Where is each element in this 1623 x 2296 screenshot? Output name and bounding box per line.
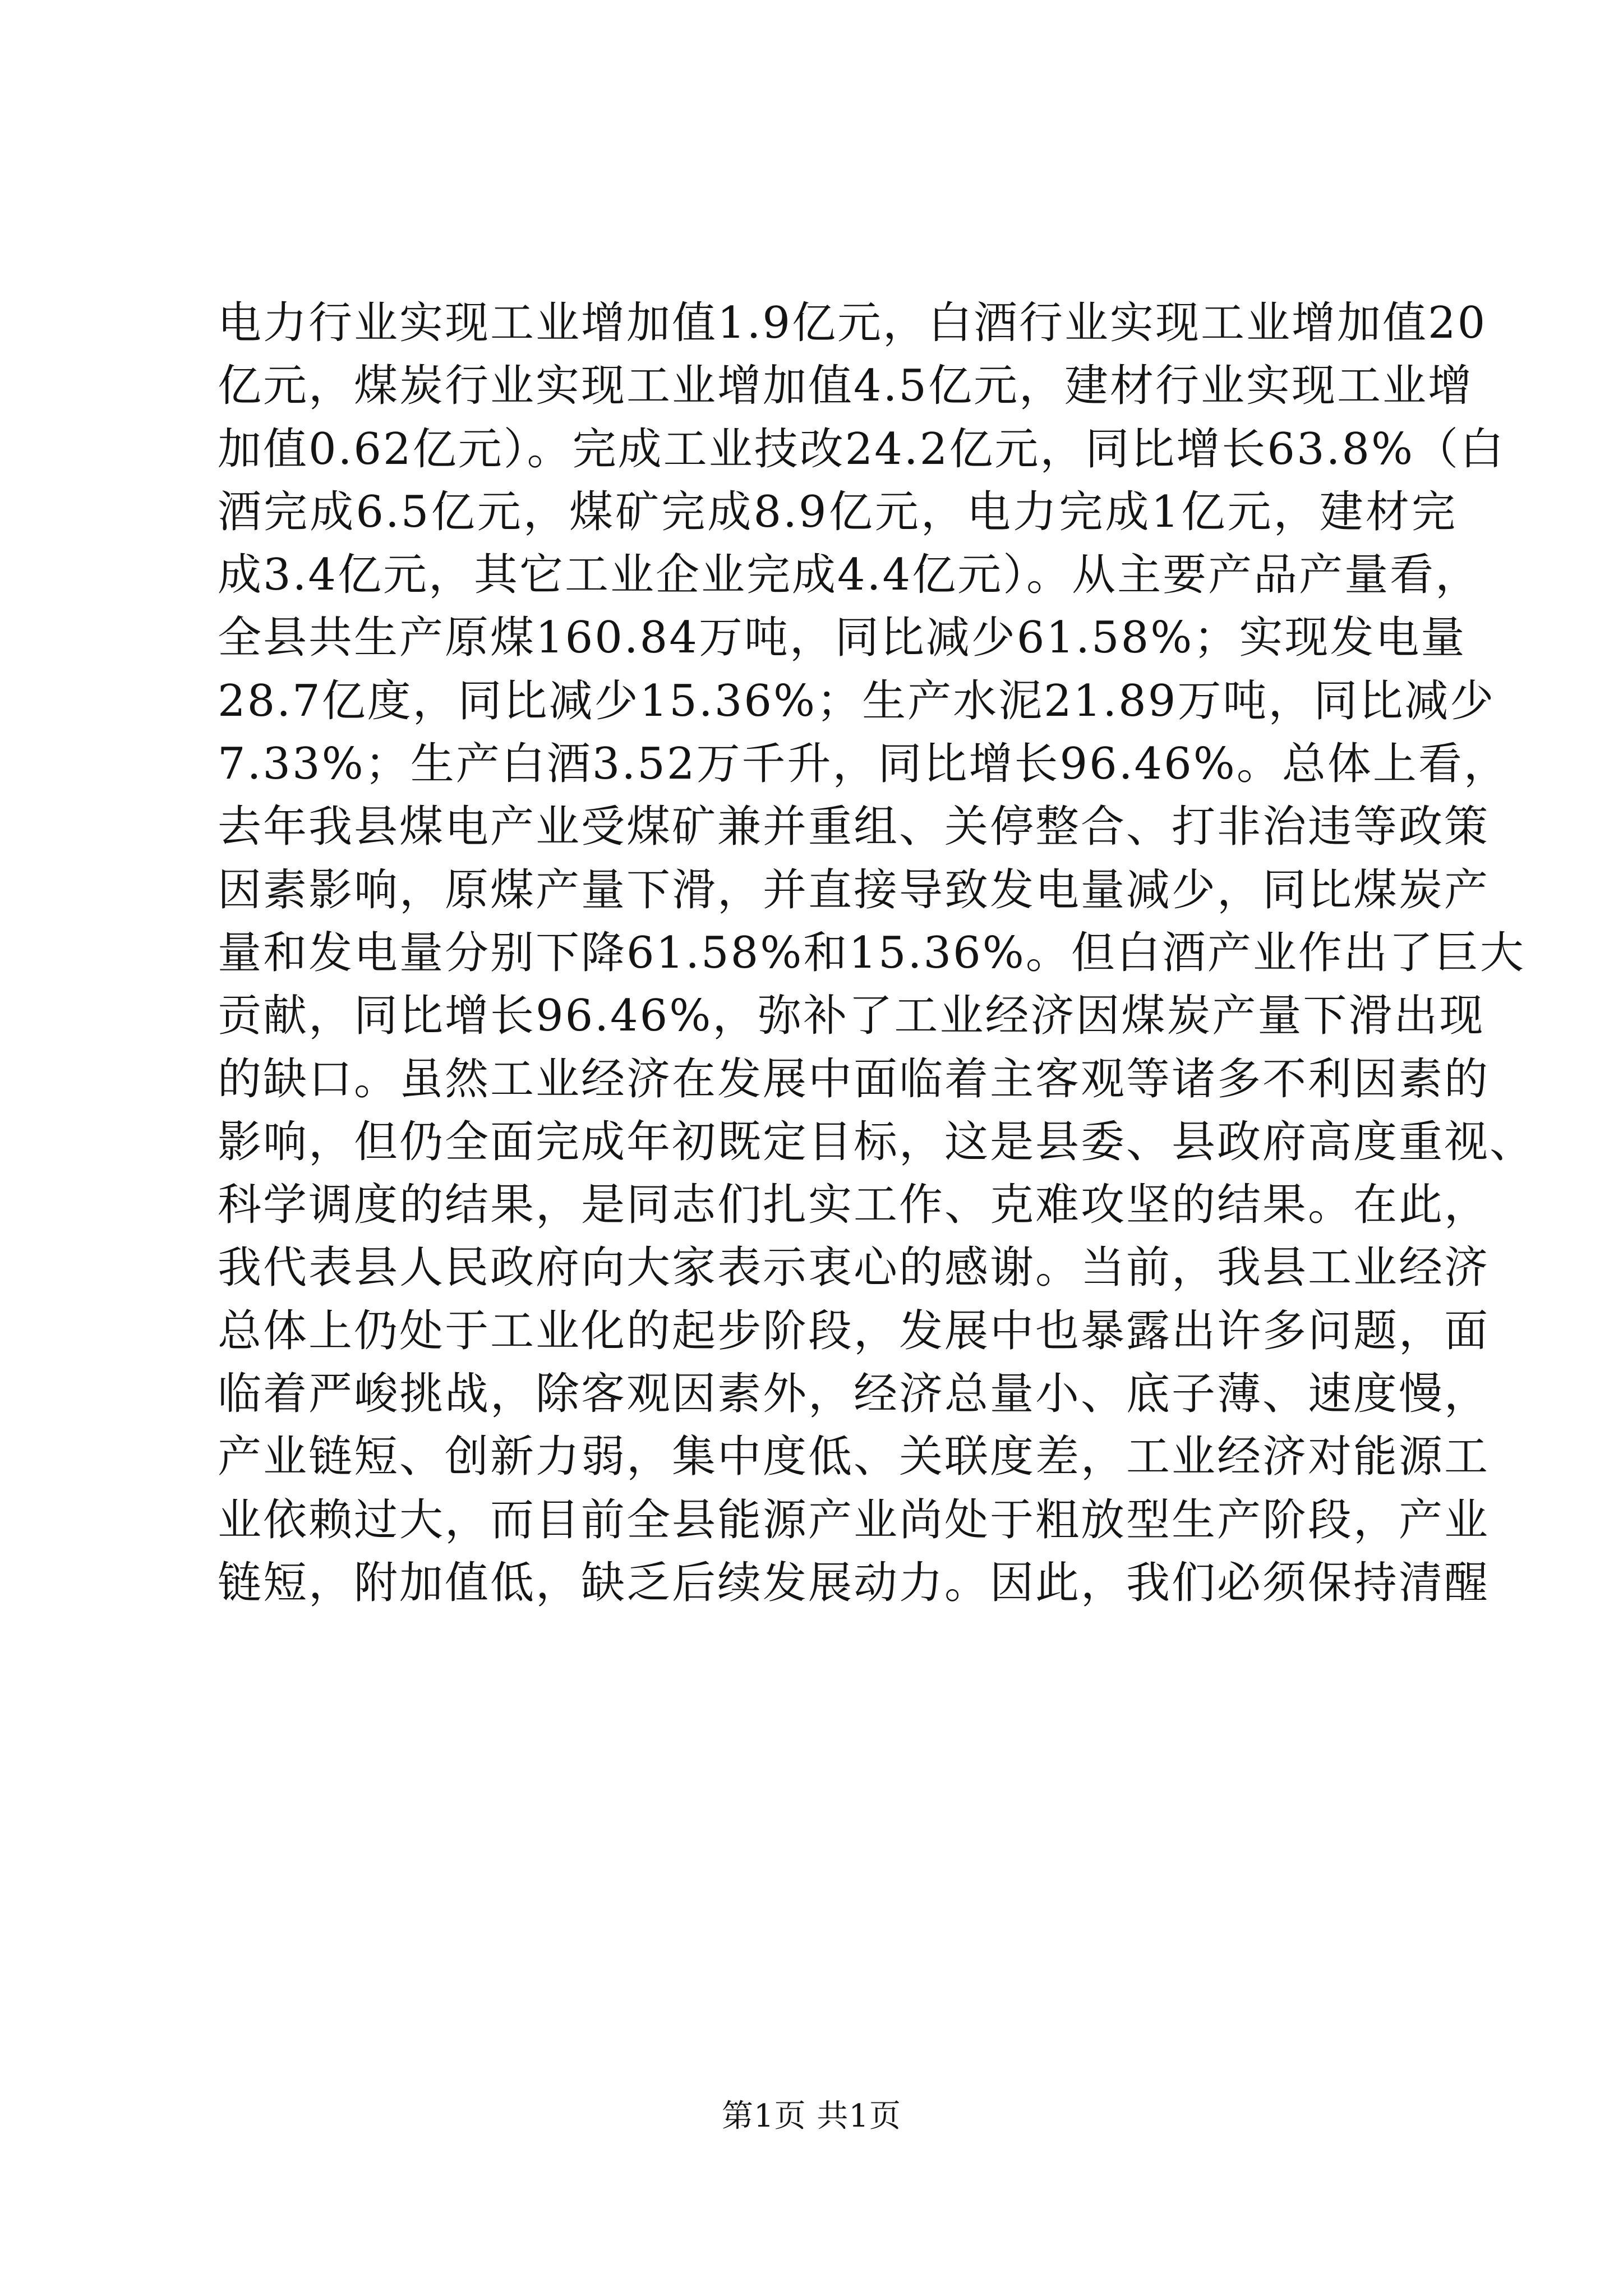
text-line: 加值0.62亿元）。完成工业技改24.2亿元，同比增长63.8%（白 xyxy=(218,424,1506,475)
text-line: 28.7亿度，同比减少15.36%；生产水泥21.89万吨，同比减少 xyxy=(218,675,1496,726)
text-line: 酒完成6.5亿元，煤矿完成8.9亿元，电力完成1亿元，建材完 xyxy=(218,486,1457,537)
text-line: 去年我县煤电产业受煤矿兼并重组、关停整合、打非治违等政策 xyxy=(218,802,1490,853)
text-line: 7.33%；生产白酒3.52万千升，同比增长96.46%。总体上看， xyxy=(218,739,1509,790)
text-line: 量和发电量分别下降61.58%和15.36%。但白酒产业作出了巨大 xyxy=(218,927,1525,978)
text-line: 的缺口。虽然工业经济在发展中面临着主客观等诸多不利因素的 xyxy=(218,1053,1490,1105)
text-line: 我代表县人民政府向大家表示衷心的感谢。当前，我县工业经济 xyxy=(218,1243,1490,1294)
body-paragraph xyxy=(218,292,1536,1614)
text-line: 因素影响，原煤产量下滑，并直接导致发电量减少，同比煤炭产 xyxy=(218,864,1490,915)
text-line: 贡献，同比增长96.46%，弥补了工业经济因煤炭产量下滑出现 xyxy=(218,991,1485,1042)
text-line: 链短，附加值低，缺乏后续发展动力。因此，我们必须保持清醒 xyxy=(218,1557,1490,1608)
text-line: 亿元，煤炭行业实现工业增加值4.5亿元，建材行业实现工业增 xyxy=(218,361,1474,412)
text-line: 成3.4亿元，其它工业企业完成4.4亿元）。从主要产品产量看， xyxy=(218,550,1481,601)
text-line: 总体上仍处于工业化的起步阶段，发展中也暴露出许多问题，面 xyxy=(218,1305,1490,1356)
text-line: 临着严峻挑战，除客观因素外，经济总量小、底子薄、速度慢， xyxy=(218,1369,1490,1420)
text-line: 影响，但仍全面完成年初既定目标，这是县委、县政府高度重视、 xyxy=(218,1116,1536,1167)
text-line: 产业链短、创新力弱，集中度低、关联度差，工业经济对能源工 xyxy=(218,1432,1490,1483)
page-footer xyxy=(0,2091,1623,2136)
text-line: 业依赖过大，而目前全县能源产业尚处于粗放型生产阶段，产业 xyxy=(218,1494,1490,1545)
text-line: 全县共生产原煤160.84万吨，同比减少61.58%；实现发电量 xyxy=(218,613,1467,664)
page-number-label: 第1页 共1页 xyxy=(721,2098,902,2134)
text-line: 电力行业实现工业增加值1.9亿元，白酒行业实现工业增加值20 xyxy=(218,298,1487,348)
text-line: 科学调度的结果，是同志们扎实工作、克难攻坚的结果。在此， xyxy=(218,1180,1490,1231)
